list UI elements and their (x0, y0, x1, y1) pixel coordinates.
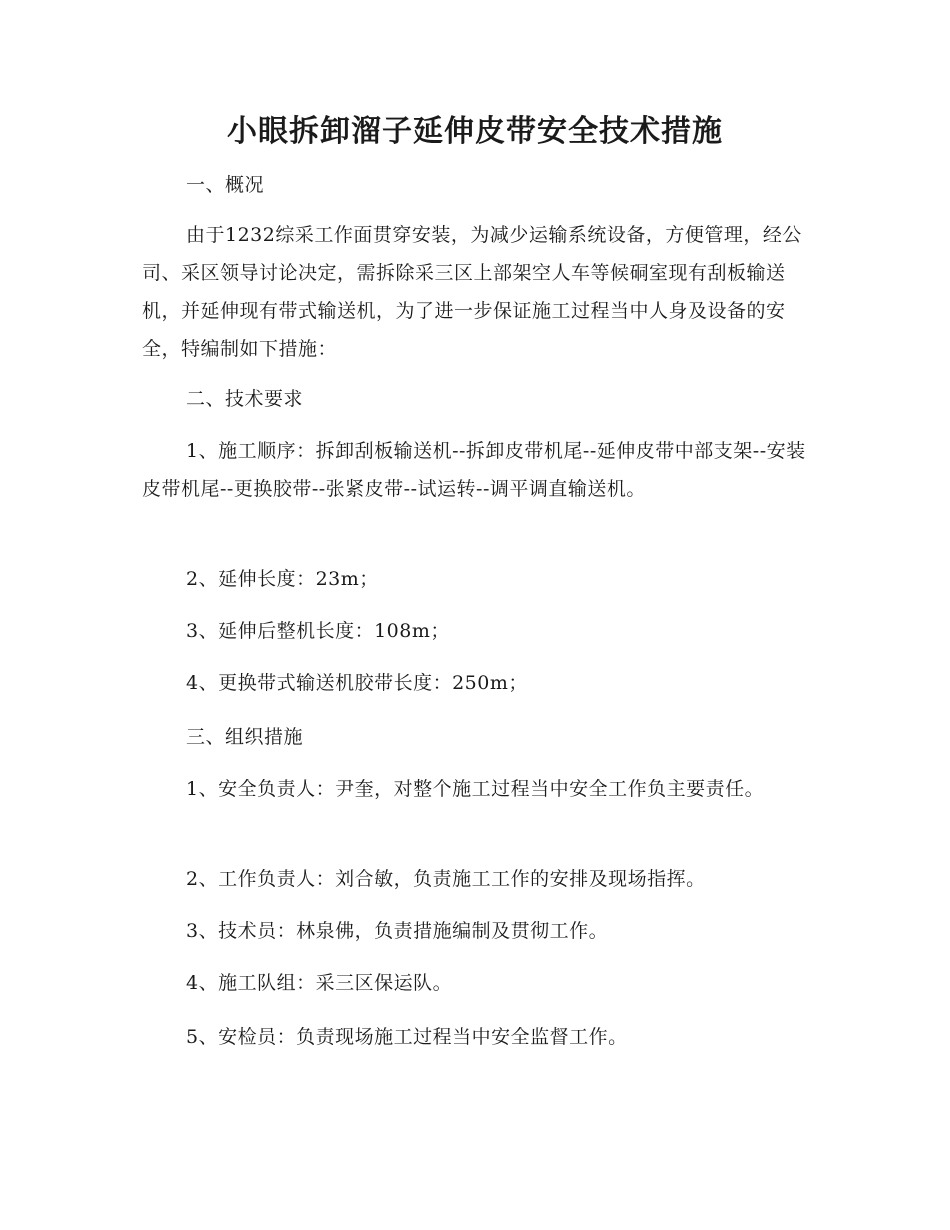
org-item-safety-lead: 1、安全负责人：尹奎，对整个施工过程当中安全工作负主要责任。 (186, 778, 765, 800)
tech-item-total-length: 3、延伸后整机长度：108m； (186, 620, 450, 642)
org-item-safety-inspector: 5、安检员：负责现场施工过程当中安全监督工作。 (186, 1026, 628, 1048)
section-heading-overview: 一、概况 (186, 174, 265, 196)
org-item-construction-team: 4、施工队组：采三区保运队。 (186, 972, 453, 994)
org-item-technician: 3、技术员：林泉佛，负责措施编制及贯彻工作。 (186, 920, 609, 942)
tech-item-construction-order: 1、施工顺序：拆卸刮板输送机--拆卸皮带机尾--延伸皮带中部支架--安装皮带机尾--更换胶带--张紧皮带--试运转--调平调直输送机。 (142, 440, 806, 500)
tech-item-belt-length: 4、更换带式输送机胶带长度：250m； (186, 672, 528, 694)
document-title: 小眼拆卸溜子延伸皮带安全技术措施 (227, 114, 723, 149)
overview-paragraph: 由于1232综采工作面贯穿安装，为减少运输系统设备，方便管理，经公司、采区领导讨论决定，需拆除采三区上部架空人车等候硐室现有刮板输送机，并延伸现有带式输送机，为了进一步保证施工过程当中人身及设备的安全，特编制如下措施： (142, 224, 802, 360)
section-heading-technical-requirements: 二、技术要求 (186, 388, 304, 410)
tech-item-extension-length: 2、延伸长度：23m； (186, 568, 379, 590)
org-item-work-lead: 2、工作负责人：刘合敏，负责施工工作的安排及现场指挥。 (186, 868, 706, 890)
section-heading-organization: 三、组织措施 (186, 726, 304, 748)
